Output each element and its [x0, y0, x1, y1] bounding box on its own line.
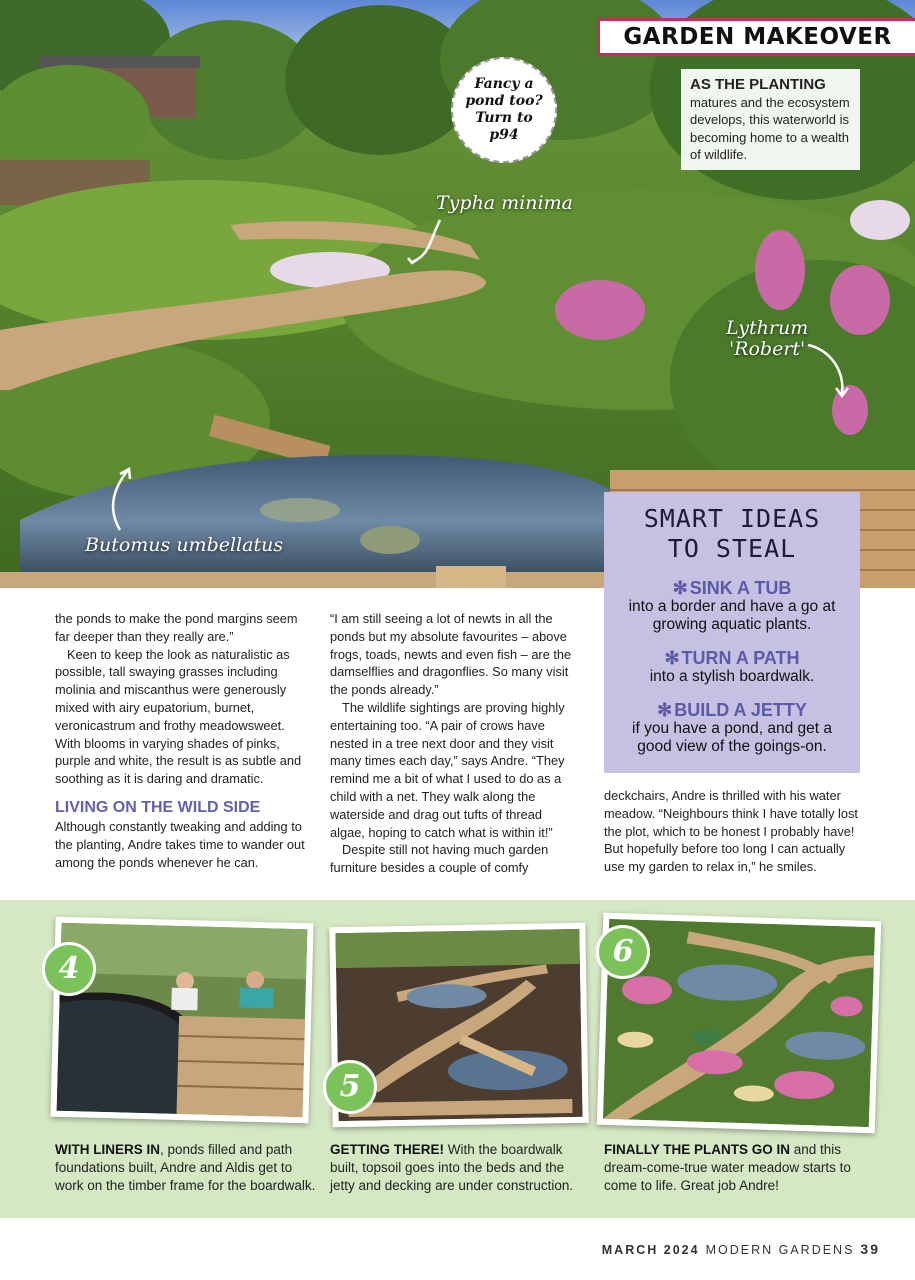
subheading: LIVING ON THE WILD SIDE — [55, 798, 261, 816]
step-caption-6 — [604, 1141, 866, 1195]
construction-photo — [57, 923, 308, 1117]
text-column-3 — [604, 787, 860, 876]
idea-text: into a stylish boardwalk. — [649, 668, 815, 685]
idea-heading — [604, 648, 860, 668]
progress-panel — [0, 900, 915, 1218]
text-column-2 — [330, 610, 580, 877]
photo-caption — [681, 69, 860, 170]
text-column-1 — [55, 610, 307, 871]
step-caption-lead: GETTING THERE! — [330, 1142, 444, 1157]
paragraph: “I am still seeing a lot of newts in all the ponds but my absolute favourites – above frogs, toads, newts and even fish – are the damselflies and dragonflies. So many visit the ponds already.” — [330, 611, 572, 698]
asterisk-icon: ✻ — [664, 648, 680, 668]
caption-lead: AS THE PLANTING — [690, 76, 826, 93]
idea-heading-text: BUILD A JETTY — [674, 700, 807, 720]
smart-ideas-title: SMART IDEAS TO STEAL — [643, 504, 821, 563]
step-caption-text: , ponds filled and path foundations built, Andre and Aldis get to work on the timber frame for the boardwalk. — [55, 1142, 316, 1193]
section-tag: GARDEN MAKEOVER — [597, 18, 915, 56]
asterisk-icon: ✻ — [672, 578, 688, 598]
idea-heading-text: TURN A PATH — [681, 648, 800, 668]
step-photo-4 — [50, 917, 313, 1124]
step-caption-text: and this dream-come-true water meadow starts to come to life. Great job Andre! — [604, 1142, 851, 1193]
label-lythrum-line1: Lythrum — [726, 317, 809, 339]
paragraph: the ponds to make the pond margins seem far deeper than they really are.” — [55, 611, 298, 644]
page-reference-badge — [451, 57, 557, 163]
page-folio — [602, 1241, 880, 1257]
paragraph: Despite still not having much garden furniture besides a couple of comfy — [330, 842, 549, 876]
label-lythrum-line2: 'Robert' — [728, 338, 806, 360]
idea-text: into a border and have a go at growing aquatic plants. — [628, 598, 836, 633]
idea-heading — [604, 700, 860, 720]
idea-text: if you have a pond, and get a good view of the goings-on. — [632, 720, 832, 755]
step-caption-text: With the boardwalk built, topsoil goes into the beds and the jetty and decking are under construction. — [330, 1142, 574, 1193]
idea-item — [604, 578, 860, 634]
idea-item — [604, 700, 860, 756]
step-caption-lead: FINALLY THE PLANTS GO IN — [604, 1142, 791, 1157]
label-butomus: Butomus umbellatus — [85, 534, 284, 556]
issue-date: MARCH 2024 — [601, 1243, 700, 1257]
asterisk-icon: ✻ — [657, 700, 673, 720]
idea-heading-text: SINK A TUB — [689, 578, 792, 598]
step-caption-5 — [330, 1141, 592, 1195]
magazine-name: MODERN GARDENS — [705, 1243, 855, 1257]
badge-text: Fancy a pond too? Turn to p94 — [465, 76, 543, 143]
step-number-5: 5 — [323, 1060, 377, 1114]
paragraph: Although constantly tweaking and adding to the planting, Andre takes time to wander out among the ponds whenever he can. — [55, 818, 305, 870]
idea-heading — [604, 578, 860, 598]
step-caption-4 — [55, 1141, 317, 1195]
label-typha: Typha minima — [436, 192, 573, 214]
step-caption-lead: WITH LINERS IN — [55, 1142, 160, 1157]
paragraph: The wildlife sightings are proving highly entertaining too. “A pair of crows have nested in a tree next door and they visit many times each day,” says Andre. “They remind me a bit of what I used to do as a child with a net. They walk along the waterside and drag out tufts of thread algae, hoping to catch what is within it!” — [330, 699, 565, 840]
label-lythrum — [726, 318, 808, 360]
step-number-6: 6 — [596, 925, 650, 979]
paragraph: Keen to keep the look as naturalistic as possible, tall swaying grasses including molinia and miscanthus were generously mixed with airy eupatorium, burnet, veronicastrum and frothy meadowsweet. With blooms in varying shades of pinks, purple and white, the result is as subtle and soothing as it is daring and dramatic. — [55, 646, 302, 787]
smart-ideas-box — [604, 492, 860, 773]
step-number-4: 4 — [42, 942, 96, 996]
caption-text: matures and the ecosystem develops, this waterworld is becoming home to a wealth of wildlife. — [690, 94, 850, 162]
idea-item — [604, 648, 860, 686]
paragraph: deckchairs, Andre is thrilled with his water meadow. “Neighbours think I have totally lost the plot, which to be honest I probably have! But hopefully before too long I can actually use my garden to relax in,” he smiles. — [604, 788, 858, 875]
page-number: 39 — [860, 1241, 880, 1257]
